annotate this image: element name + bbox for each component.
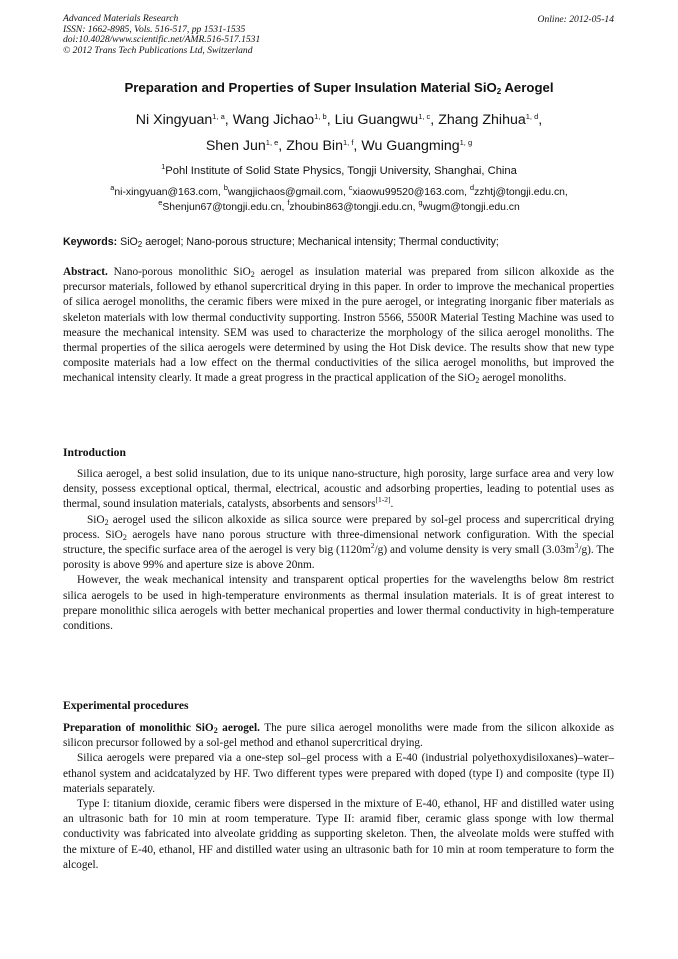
email-sep: , [217,187,224,198]
email-sup: c [348,183,353,192]
author-sep: , [224,112,233,128]
exp-subheading-sub: 2 [213,726,218,735]
title-prefix: Preparation and Properties of Super Insulation Material SiO [124,80,497,95]
abstract-text: aerogel monoliths. [479,372,567,385]
abstract-paragraph [63,265,614,387]
abstract-text: Nano-porous monolithic SiO [107,266,251,278]
abstract-label: Abstract. [63,266,108,278]
keywords-sio: SiO [120,236,138,248]
email-sup: b [223,183,228,192]
intro-text: /g) and volume density is very small (3.03m [374,544,575,557]
author-name: Shen Jun [205,138,266,154]
author-sup: 1, e [265,138,279,147]
experimental-body [63,721,614,873]
authors-line-1 [0,112,678,128]
title-subscript: 2 [496,87,502,96]
email-entry [469,183,568,198]
author-sup: 1, a [212,112,225,121]
author [136,112,233,128]
intro-text: /g). The porosity is above 99% and aperture size is above 20nm. [63,544,614,572]
email-sep: , [342,187,349,198]
authors-line-2 [0,138,678,154]
intro-text: Silica aerogel, a best solid insulation, due to its unique nano-structure, high porosity, large surface area and very low density, possess exceptional optical, thermal, electrical, acoustic and adsorbing properties, leading to potential uses as thermal, sound insulation materials, catalysts, absorbents and sensors [63,468,614,511]
journal-name: Advanced Materials Research [63,13,179,24]
email-address: ni-xingyuan@163.com [114,187,218,198]
email-address: Shenjun67@tongji.edu.cn [162,202,282,213]
author-name: Wu Guangming [361,138,460,154]
intro-paragraph-3: However, the weak mechanical intensity and transparent optical properties for the wavelengths below 8m restrict silica aerogels to be used in high-temperature environments as thermal insulation materials. It is of great interest to prepare monolithic silica aerogels with better mechanical properties and lower thermal conductivity in high-temperature conditions. [63,574,614,633]
intro-text: aerogels have nano porous structure with three-dimensional network configuration. With the special structure, the specific surface area of the aerogel is very big (1120m [63,528,614,557]
title-suffix: Aerogel [501,80,554,95]
email-sup: d [469,183,475,192]
exp-paragraph-3: Type I: titanium dioxide, ceramic fibers were dispersed in the mixture of E-40, ethanol, HF and distilled water using an ultrasonic bath for 10 min at room temperature. Type II: aramid fiber, ceramic glass sponge with low thermal conductivity was fabricated into alveolate gridding as supporting skeleton. Then, the alveolate molds were stuffed with the mixture of E-40, ethanol, HF and distilled water using an ultrasonic bath for 10 min at room temperature to form the alcogel. [63,798,614,871]
abstract-sub: 2 [250,270,255,279]
intro-text: SiO [87,513,105,526]
abstract [63,265,614,387]
keywords-label: Keywords: [63,236,118,248]
author [335,112,439,128]
intro-sub: 2 [122,532,127,542]
author [286,138,361,154]
abstract-sub: 2 [475,376,480,386]
intro-text: aerogel used the silicon alkoxide as silica source were prepared by sol-gel process and supercritical drying process. SiO [63,513,614,541]
author-sup: 1, b [314,112,327,121]
email-sep: , [281,202,288,213]
email-entry [418,198,520,213]
author-sep: , [326,112,335,128]
email-sep: , [564,187,568,198]
email-address: wangjichaos@gmail.com [227,187,343,198]
author-sep: , [538,112,543,128]
journal-header [63,14,260,56]
author-name: Ni Xingyuan [135,112,213,128]
online-date: Online: 2012-05-14 [537,14,614,25]
email-address: xiaowu99520@163.com [352,187,465,198]
keywords [63,236,615,248]
author [233,112,335,128]
intro-sub: 2 [104,517,109,527]
email-sup: f [287,198,290,207]
email-sup: g [418,198,423,207]
exp-text: The pure silica aerogel monoliths were made from the silicon alkoxide as silicon precursor followed by a sol-gel method and ethanol supercritical drying. [63,722,614,750]
author-sep: , [430,112,439,128]
introduction-heading: Introduction [63,446,126,459]
author-sup: 1, g [459,138,473,147]
exp-subheading-text: aerogel. [217,722,260,734]
author-name: Wang Jichao [232,112,315,128]
email-sep: , [412,202,419,213]
author-sup: 1, d [525,112,539,121]
author [361,138,472,154]
exp-paragraph-1 [63,721,614,751]
experimental-heading: Experimental procedures [63,699,189,712]
emails-line-1 [0,183,678,198]
email-address: zhoubin863@tongji.edu.cn [289,202,413,213]
author-name: Zhou Bin [286,138,343,154]
author-sup: 1, f [342,138,354,147]
author-name: Liu Guangwu [334,112,419,128]
keywords-rest: aerogel; Nano-porous structure; Mechanical intensity; Thermal conductivity; [142,236,499,248]
citation: [1-2] [375,495,391,505]
issn-line: ISSN: 1662-8985, Vols. 516-517, pp 1531-1535 [63,23,246,35]
email-entry [348,183,470,198]
author [438,112,542,128]
author-sup: 1, c [418,112,431,121]
email-sup: e [158,198,163,207]
email-address: wugm@tongji.edu.cn [422,202,520,213]
affiliation-text: Pohl Institute of Solid State Physics, Tongji University, Shanghai, China [165,165,517,177]
abstract-text: aerogel as insulation material was prepared from silicon alkoxide as the precursor materials, followed by ethanol supercritical drying in this paper. In order to improve the mechanical properties of silica aerogel monoliths, the ceramic fibers were mixed in the pure aerogel, or integrating inorganic fiber materials as skeleton materials with low thermal conductivity supporting. Instron 5566, 5500R Material Testing Machine was used to measure the mechanical intensity. SEM was used to characterize the morphology of the silica aerogel monoliths. The thermal properties of the silica aerogels were determined by using the Hot Disk device. The results show that new type composite materials had a low effect on the thermal conductivities of the silica aerogel monoliths, but improved the mechanical intensity clearly. It made a great progress in the practical application of the SiO [63,266,614,385]
email-entry [158,198,288,213]
affiliation [0,162,678,177]
exp-subheading [63,722,260,734]
affiliation-sup: 1 [161,162,166,171]
intro-sup: 3 [574,541,579,551]
intro-paragraph-2 [63,513,614,574]
email-entry [110,183,224,198]
email-sep: , [464,187,470,198]
email-entry [223,183,349,198]
introduction-body [63,467,614,634]
email-address: zzhtj@tongji.edu.cn [474,187,565,198]
intro-text: . [390,498,394,511]
keywords-sub: 2 [137,240,143,249]
paper-title [0,80,678,95]
author [206,138,286,154]
copyright-line: © 2012 Trans Tech Publications Ltd, Switzerland [63,44,253,56]
exp-subheading-text: Preparation of monolithic SiO [63,722,214,734]
email-sup: a [110,183,115,192]
emails-line-2 [0,198,678,213]
author-sep: , [278,138,287,154]
intro-paragraph-1 [63,467,614,513]
doi-line: doi:10.4028/www.scientific.net/AMR.516-517.1531 [63,34,261,46]
intro-sup: 2 [370,541,375,551]
author-name: Zhang Zhihua [438,112,526,128]
exp-paragraph-2: Silica aerogels were prepared via a one-step sol–gel process with a E-40 (industrial polyethoxydisiloxanes)–water–ethanol system and acidcatalyzed by HF. Two different types were prepared with doped (type I) and composite (type II) materials separately. [63,752,614,795]
email-entry [287,198,419,213]
author-sep: , [353,138,362,154]
